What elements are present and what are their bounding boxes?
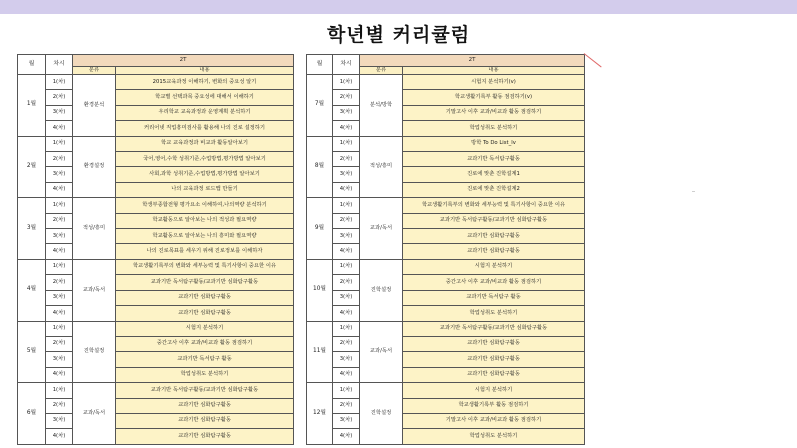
category-cell: 교과/독서 <box>360 198 403 260</box>
month-cell: 11월 <box>307 321 333 383</box>
table-row <box>18 367 294 382</box>
content-cell: 중간고사 이후 교과/비교과 활동 점검하기 <box>116 336 294 351</box>
week-cell: 4(차) <box>333 244 360 259</box>
table-row <box>307 152 585 167</box>
content-cell: 학교별 선택과목 중요성에 대해서 이해하기 <box>116 90 294 105</box>
content-cell: 교과기반 독서탐구활동 <box>403 152 585 167</box>
content-cell: 나의 진로목표를 세우기 위해 진로정보를 이해하자 <box>116 244 294 259</box>
table-row <box>307 105 585 120</box>
header-category: 분류 <box>360 67 403 75</box>
content-cell: 교과기반 독서탐구활동/교과기반 심화탐구활동 <box>403 321 585 336</box>
content-cell: 학교 교육과정과 비교과 활동알아보기 <box>116 136 294 151</box>
week-cell: 2(차) <box>46 90 73 105</box>
content-cell: 시험지 분석하기 <box>403 259 585 274</box>
content-cell: 우리학교 교육과정과 운영계획 분석하기 <box>116 105 294 120</box>
content-cell: 교과기반 독서탐구 활동 <box>116 352 294 367</box>
week-cell: 2(차) <box>46 213 73 228</box>
content-cell: 교과기반 독서탐구활동/교과기반 심화탐구활동 <box>403 213 585 228</box>
table-row <box>307 90 585 105</box>
table-row <box>18 75 294 90</box>
week-cell: 1(차) <box>333 383 360 398</box>
content-cell: 사회,과학 성취기준,수업방법,평가방법 알아보기 <box>116 167 294 182</box>
category-cell: 진학설정 <box>360 259 403 321</box>
month-cell: 6월 <box>18 383 46 445</box>
week-cell: 4(차) <box>46 244 73 259</box>
header-content: 내용 <box>116 67 294 75</box>
category-cell: 분석/방학 <box>360 75 403 137</box>
header-month: 월 <box>18 55 46 75</box>
table-row <box>307 275 585 290</box>
week-cell: 4(차) <box>333 429 360 445</box>
content-cell: 학교활동으로 알아보는 나의 흥미와 필요역량 <box>116 229 294 244</box>
category-cell: 교과/독서 <box>360 321 403 383</box>
week-cell: 1(차) <box>333 259 360 274</box>
content-cell: 교과기반 심화탐구활동 <box>116 290 294 305</box>
week-cell: 3(차) <box>46 167 73 182</box>
content-cell: 국어,영어,수학 성취기준,수업방법,평가방법 알아보기 <box>116 152 294 167</box>
content-cell: 학업성취도 분석하기 <box>403 306 585 321</box>
table-row <box>307 352 585 367</box>
week-cell: 3(차) <box>333 229 360 244</box>
curriculum-table-left <box>17 54 294 445</box>
month-cell: 9월 <box>307 198 333 260</box>
week-cell: 3(차) <box>333 290 360 305</box>
content-cell: 교과기반 심화탐구활동 <box>403 352 585 367</box>
table-row <box>18 321 294 336</box>
week-cell: 2(차) <box>46 152 73 167</box>
week-cell: 1(차) <box>46 136 73 151</box>
month-cell: 7월 <box>307 75 333 137</box>
table-row <box>307 244 585 259</box>
header-grade: 2T <box>73 55 294 67</box>
content-cell: 2015교육과정 이해하기, 변화의 중요성 알기 <box>116 75 294 90</box>
table-row <box>307 213 585 228</box>
curriculum-table-right <box>306 54 585 445</box>
content-cell: 학교활동으로 알아보는 나의 적성과 필요역량 <box>116 213 294 228</box>
content-cell: 학업성취도 분석하기 <box>116 367 294 382</box>
header-month: 월 <box>307 55 333 75</box>
content-cell: 교과기반 독서탐구활동/교과기반 심화탐구활동 <box>116 383 294 398</box>
decorative-dot <box>692 191 695 192</box>
content-cell: 학업성취도 분석하기 <box>403 429 585 445</box>
week-cell: 2(차) <box>46 275 73 290</box>
week-cell: 4(차) <box>46 429 73 445</box>
table-row <box>18 352 294 367</box>
table-row <box>18 244 294 259</box>
content-cell: 학교생활기록부 활동 점검하기 <box>403 398 585 413</box>
week-cell: 2(차) <box>333 90 360 105</box>
table-row <box>18 413 294 428</box>
header-content: 내용 <box>403 67 585 75</box>
table-row <box>18 105 294 120</box>
content-cell: 교과기반 심화탐구활동 <box>116 306 294 321</box>
category-cell: 교과/독서 <box>73 383 116 445</box>
week-cell: 2(차) <box>46 336 73 351</box>
week-cell: 1(차) <box>46 383 73 398</box>
table-row <box>307 398 585 413</box>
content-cell: 교과기반 심화탐구활동 <box>116 413 294 428</box>
table-row <box>307 198 585 213</box>
week-cell: 4(차) <box>46 121 73 136</box>
week-cell: 1(차) <box>46 321 73 336</box>
table-row <box>307 429 585 445</box>
content-cell: 진로에 맞춘 진학설계2 <box>403 182 585 197</box>
month-cell: 5월 <box>18 321 46 383</box>
content-cell: 커리어넷 직업흥미검사를 활용해 나의 진로 설정하기 <box>116 121 294 136</box>
week-cell: 4(차) <box>333 182 360 197</box>
week-cell: 3(차) <box>333 352 360 367</box>
header-category: 분류 <box>73 67 116 75</box>
week-cell: 3(차) <box>46 290 73 305</box>
month-cell: 4월 <box>18 259 46 321</box>
week-cell: 1(차) <box>46 75 73 90</box>
week-cell: 1(차) <box>46 198 73 213</box>
category-cell: 진학설정 <box>360 383 403 445</box>
content-cell: 학교생활기록부의 변화와 세부능력 및 특기사항이 중요한 이유 <box>116 259 294 274</box>
content-cell: 교과기반 심화탐구활동 <box>403 244 585 259</box>
week-cell: 2(차) <box>333 275 360 290</box>
table-row <box>307 182 585 197</box>
content-cell: 시험지 분석하기 <box>403 383 585 398</box>
week-cell: 4(차) <box>333 367 360 382</box>
table-row <box>18 90 294 105</box>
content-cell: 교과기반 심화탐구활동 <box>116 429 294 445</box>
week-cell: 1(차) <box>333 136 360 151</box>
top-color-band <box>0 0 797 14</box>
month-cell: 1월 <box>18 75 46 137</box>
content-cell: 기말고사 이후 교과/비교과 활동 점검하기 <box>403 413 585 428</box>
table-row <box>307 167 585 182</box>
content-cell: 중간고사 이후 교과/비교과 활동 점검하기 <box>403 275 585 290</box>
table-row <box>307 321 585 336</box>
content-cell: 학업성취도 분석하기 <box>403 121 585 136</box>
week-cell: 1(차) <box>333 75 360 90</box>
content-cell: 학생부종합전형 평가요소 이해하여,나의역량 분석하기 <box>116 198 294 213</box>
table-row <box>18 229 294 244</box>
content-cell: 교과기반 독서탐구 활동 <box>403 290 585 305</box>
content-cell: 진로에 맞춘 진학설계1 <box>403 167 585 182</box>
table-row <box>307 290 585 305</box>
content-cell: 방학 To Do List_lv <box>403 136 585 151</box>
content-cell: 시험지 분석하기 <box>116 321 294 336</box>
table-row <box>18 259 294 274</box>
week-cell: 2(차) <box>333 213 360 228</box>
header-grade: 2T <box>360 55 585 67</box>
week-cell: 3(차) <box>46 413 73 428</box>
content-cell: 교과기반 독서탐구활동/교과기반 심화탐구활동 <box>116 275 294 290</box>
table-row <box>18 198 294 213</box>
table-row <box>307 75 585 90</box>
content-cell: 교과기반 심화탐구활동 <box>403 367 585 382</box>
content-cell: 기말고사 이후 교과/비교과 활동 점검하기 <box>403 105 585 120</box>
month-cell: 8월 <box>307 136 333 198</box>
category-cell: 환경설정 <box>73 136 116 198</box>
table-row <box>18 306 294 321</box>
month-cell: 2월 <box>18 136 46 198</box>
page-title: 학년별 커리큘럼 <box>326 24 471 46</box>
table-row <box>307 306 585 321</box>
category-cell: 교과/독서 <box>73 259 116 321</box>
week-cell: 1(차) <box>333 198 360 213</box>
category-cell: 환경분석 <box>73 75 116 137</box>
table-row <box>18 182 294 197</box>
week-cell: 2(차) <box>333 152 360 167</box>
table-row <box>307 336 585 351</box>
week-cell: 4(차) <box>46 182 73 197</box>
content-cell: 교과기반 심화탐구활동 <box>116 398 294 413</box>
week-cell: 1(차) <box>333 321 360 336</box>
week-cell: 3(차) <box>333 413 360 428</box>
category-cell: 적성/흥미 <box>73 198 116 260</box>
category-cell: 적성/흥미 <box>360 136 403 198</box>
week-cell: 1(차) <box>46 259 73 274</box>
content-cell: 시험지 분석하기(v) <box>403 75 585 90</box>
table-row <box>18 290 294 305</box>
table-row <box>18 336 294 351</box>
table-row <box>307 383 585 398</box>
category-cell: 진학설정 <box>73 321 116 383</box>
table-row <box>307 367 585 382</box>
content-cell: 교과기반 심화탐구활동 <box>403 336 585 351</box>
table-row <box>18 121 294 136</box>
table-row <box>18 398 294 413</box>
month-cell: 10월 <box>307 259 333 321</box>
header-week: 차시 <box>46 55 73 75</box>
week-cell: 3(차) <box>46 105 73 120</box>
content-cell: 학교생활기록부 활동 점검하기(v) <box>403 90 585 105</box>
table-row <box>307 229 585 244</box>
table-row <box>307 136 585 151</box>
month-cell: 12월 <box>307 383 333 445</box>
table-row <box>307 259 585 274</box>
table-row <box>18 136 294 151</box>
table-row <box>18 275 294 290</box>
content-cell: 교과기반 심화탐구활동 <box>403 229 585 244</box>
week-cell: 2(차) <box>333 336 360 351</box>
week-cell: 4(차) <box>333 306 360 321</box>
table-row <box>18 152 294 167</box>
table-row <box>307 121 585 136</box>
table-row <box>18 167 294 182</box>
week-cell: 2(차) <box>333 398 360 413</box>
content-cell: 나의 교육과정 로드맵 만들기 <box>116 182 294 197</box>
week-cell: 2(차) <box>46 398 73 413</box>
week-cell: 3(차) <box>46 352 73 367</box>
table-row <box>307 413 585 428</box>
week-cell: 3(차) <box>333 167 360 182</box>
table-row <box>18 213 294 228</box>
week-cell: 3(차) <box>333 105 360 120</box>
table-row <box>18 429 294 445</box>
header-week: 차시 <box>333 55 360 75</box>
week-cell: 3(차) <box>46 229 73 244</box>
month-cell: 3월 <box>18 198 46 260</box>
content-cell: 학교생활기록부의 변화와 세부능력 및 특기사항이 중요한 이유 <box>403 198 585 213</box>
week-cell: 4(차) <box>46 367 73 382</box>
week-cell: 4(차) <box>46 306 73 321</box>
table-row <box>18 383 294 398</box>
week-cell: 4(차) <box>333 121 360 136</box>
decorative-red-line <box>584 53 602 67</box>
